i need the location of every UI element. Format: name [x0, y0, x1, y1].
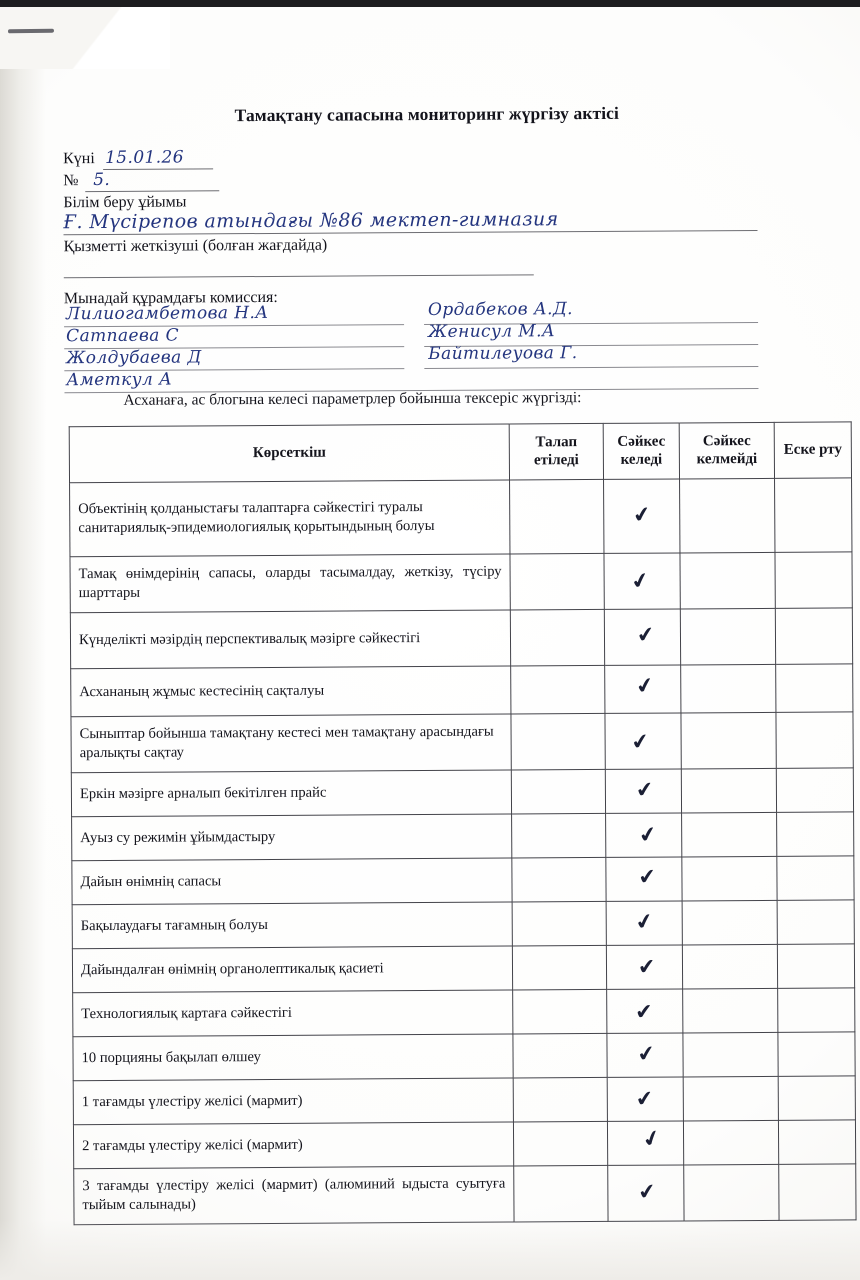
commission-member-right-3: Байтилеуова Г. — [428, 343, 578, 365]
commission-member-left-1: Лилиогамбетова Н.А — [65, 302, 269, 325]
cell-indicator: 1 тағамды үлестіру желісі (мармит) — [73, 1078, 513, 1125]
cell-note[interactable] — [776, 712, 853, 768]
cell-note[interactable] — [775, 478, 852, 552]
cell-indicator: Дайын өнімнің сапасы — [72, 858, 512, 905]
cell-note[interactable] — [776, 768, 853, 812]
cell-required[interactable] — [511, 769, 605, 814]
column-header-conforms: Сәйкес келеді — [603, 423, 679, 479]
cell-required[interactable] — [510, 609, 604, 666]
cell-indicator: 3 тағамды үлестіру желісі (мармит) (алюминий ыдыста суытуға тыйым салынады) — [74, 1166, 514, 1225]
cell-note[interactable] — [778, 1032, 855, 1076]
cell-not-conforms[interactable] — [681, 712, 776, 769]
cell-not-conforms[interactable] — [680, 552, 775, 609]
organization-label: Білім беру ұйымы — [63, 193, 187, 212]
table-row — [73, 1032, 855, 1081]
table-row — [71, 712, 853, 773]
commission-member-left-4: Аметкул А — [66, 369, 173, 391]
cell-indicator: 2 тағамды үлестіру желісі (мармит) — [73, 1122, 513, 1169]
table-row — [73, 1120, 855, 1169]
cell-not-conforms[interactable] — [684, 1164, 779, 1221]
number-rule — [85, 190, 219, 192]
cell-conforms[interactable] — [607, 1121, 683, 1165]
cell-conforms[interactable] — [605, 769, 681, 813]
date-label: Күні — [63, 150, 95, 168]
checkmark-icon: ✔ — [633, 671, 656, 699]
cell-note[interactable] — [778, 988, 855, 1032]
cell-indicator: Асхананың жұмыс кестесінің сақталуы — [71, 666, 511, 717]
cell-conforms[interactable] — [608, 1165, 684, 1221]
cell-note[interactable] — [775, 552, 852, 608]
commission-member-right-1: Ордабеков А.Д. — [427, 299, 574, 321]
document-title: Тамақтану сапасына мониторинг жүргізу актісі — [234, 102, 620, 126]
commission-member-left-2: Сатпаева С — [66, 325, 180, 347]
cell-conforms[interactable] — [604, 609, 680, 665]
table-row — [70, 478, 852, 557]
cell-required[interactable] — [512, 857, 606, 902]
cell-conforms[interactable] — [606, 901, 682, 945]
number-value: 5. — [93, 169, 111, 191]
cell-not-conforms[interactable] — [683, 1076, 778, 1121]
cell-note[interactable] — [779, 1164, 856, 1220]
cell-conforms[interactable] — [604, 553, 680, 609]
inspection-note: Асханаға, ас блогына келесі параметрлер бойынша тексеріс жүргізді: — [123, 389, 582, 409]
checkmark-icon: ✔ — [636, 820, 659, 848]
checkmark-icon: ✔ — [633, 1085, 655, 1112]
table-row — [71, 664, 853, 717]
checkmark-icon: ✔ — [636, 1178, 658, 1205]
cell-conforms[interactable] — [606, 945, 682, 989]
cell-indicator: Бақылаудағы тағамның болуы — [72, 902, 512, 949]
cell-note[interactable] — [777, 812, 854, 856]
table-row — [74, 1164, 856, 1225]
cell-not-conforms[interactable] — [681, 664, 776, 713]
table-row — [70, 608, 852, 669]
checkmark-icon: ✔ — [635, 1040, 657, 1067]
checkmark-icon: ✔ — [638, 1123, 664, 1153]
date-rule — [103, 168, 213, 170]
column-header-note: Еске рту — [774, 422, 851, 478]
checkmark-icon: ✔ — [634, 998, 654, 1024]
cell-note[interactable] — [776, 664, 853, 712]
commission-member-left-3: Жолдубаева Д — [66, 347, 202, 369]
cell-note[interactable] — [778, 1076, 855, 1120]
cell-required[interactable] — [513, 989, 607, 1034]
cell-not-conforms[interactable] — [680, 478, 775, 553]
cell-conforms[interactable] — [607, 989, 683, 1033]
checkmark-icon: ✔ — [629, 728, 651, 755]
checkmark-icon: ✔ — [632, 907, 656, 936]
cell-required[interactable] — [510, 553, 604, 610]
cell-not-conforms[interactable] — [680, 608, 775, 665]
cell-note[interactable] — [777, 856, 854, 900]
cell-required[interactable] — [512, 813, 606, 858]
table-row — [70, 552, 852, 613]
checkmark-icon: ✔ — [630, 500, 653, 528]
cell-conforms[interactable] — [607, 1077, 683, 1121]
cell-indicator: Объектінің қолданыстағы талаптарға сәйкестігі туралы санитариялық-эпидемиологиялық қорытындының болуы — [70, 480, 510, 557]
number-label: № — [63, 172, 79, 190]
column-header-indicator: Көрсеткіш — [69, 424, 509, 482]
table-row — [72, 900, 854, 949]
column-header-required: Талап етіледі — [509, 423, 603, 479]
supplier-label: Қызметті жеткізуші (болған жағдайда) — [63, 236, 328, 256]
cell-not-conforms[interactable] — [683, 1032, 778, 1077]
cell-indicator: 10 порцияны бақылап өлшеу — [73, 1034, 513, 1081]
cell-required[interactable] — [512, 901, 606, 946]
cell-indicator: Еркін мәзірге арналып бекітілген прайс — [71, 770, 511, 817]
column-header-not-conforms: Сәйкес келмейді — [679, 422, 774, 478]
cell-indicator: Сыныптар бойынша тамақтану кестесі мен тамақтану арасындағы аралықты сақтау — [71, 714, 511, 773]
checkmark-icon: ✔ — [628, 566, 652, 595]
date-value: 15.01.26 — [104, 147, 185, 168]
cell-required[interactable] — [510, 479, 604, 554]
scan-bottom-shadow — [0, 1220, 860, 1280]
cell-note[interactable] — [777, 944, 854, 988]
cell-indicator: Технологиялық картаға сәйкестігі — [73, 990, 513, 1037]
table-row — [73, 988, 855, 1037]
cell-note[interactable] — [775, 608, 852, 664]
cell-not-conforms[interactable] — [682, 856, 777, 901]
table-row — [71, 768, 853, 817]
cell-not-conforms[interactable] — [682, 944, 777, 989]
cell-not-conforms[interactable] — [683, 1120, 778, 1165]
cell-not-conforms[interactable] — [683, 988, 778, 1033]
checkmark-icon: ✔ — [636, 863, 657, 890]
cell-required[interactable] — [513, 1121, 607, 1166]
monitoring-table — [69, 421, 857, 1224]
cell-conforms[interactable] — [605, 713, 681, 769]
cell-required[interactable] — [513, 1077, 607, 1122]
cell-conforms[interactable] — [607, 1033, 683, 1077]
cell-note[interactable] — [777, 900, 854, 944]
table-row — [72, 812, 854, 861]
cell-required[interactable] — [511, 713, 605, 770]
checkmark-icon: ✔ — [634, 621, 656, 648]
cell-conforms[interactable] — [606, 857, 682, 901]
cell-not-conforms[interactable] — [682, 812, 777, 857]
commission-label: Мынадай құрамдағы комиссия: — [63, 288, 278, 308]
cell-indicator: Күнделікті мәзірдің перспективалық мәзірге сәйкестігі — [70, 610, 510, 669]
checkmark-icon: ✔ — [636, 953, 657, 980]
checkmark-icon: ✔ — [634, 776, 655, 803]
table-row — [72, 944, 854, 993]
commission-rule-right-3 — [424, 366, 758, 369]
supplier-rule — [64, 274, 534, 278]
cell-required[interactable] — [512, 945, 606, 990]
cell-indicator: Ауыз су режимін ұйымдастыру — [72, 814, 512, 861]
table-row — [73, 1076, 855, 1125]
cell-conforms[interactable] — [604, 479, 680, 553]
commission-member-right-2: Женисул М.А — [428, 321, 556, 343]
cell-indicator: Дайындалған өнімнің органолептикалық қасиеті — [72, 946, 512, 993]
cell-required[interactable] — [511, 665, 605, 714]
cell-note[interactable] — [778, 1120, 855, 1164]
cell-indicator: Тамақ өнімдерінің сапасы, оларды тасымалдау, жеткізу, түсіру шарттары — [70, 554, 510, 613]
organization-value: Ғ. Мүсірепов атындағы №86 мектеп-гимназия — [63, 208, 559, 234]
table-body — [70, 478, 857, 1225]
cell-not-conforms[interactable] — [681, 768, 776, 813]
cell-not-conforms[interactable] — [682, 900, 777, 945]
table-row — [72, 856, 854, 905]
cell-required[interactable] — [513, 1033, 607, 1078]
cell-required[interactable] — [514, 1165, 608, 1222]
cell-conforms[interactable] — [606, 813, 682, 857]
cell-conforms[interactable] — [605, 665, 681, 713]
table-header-row — [69, 422, 851, 482]
